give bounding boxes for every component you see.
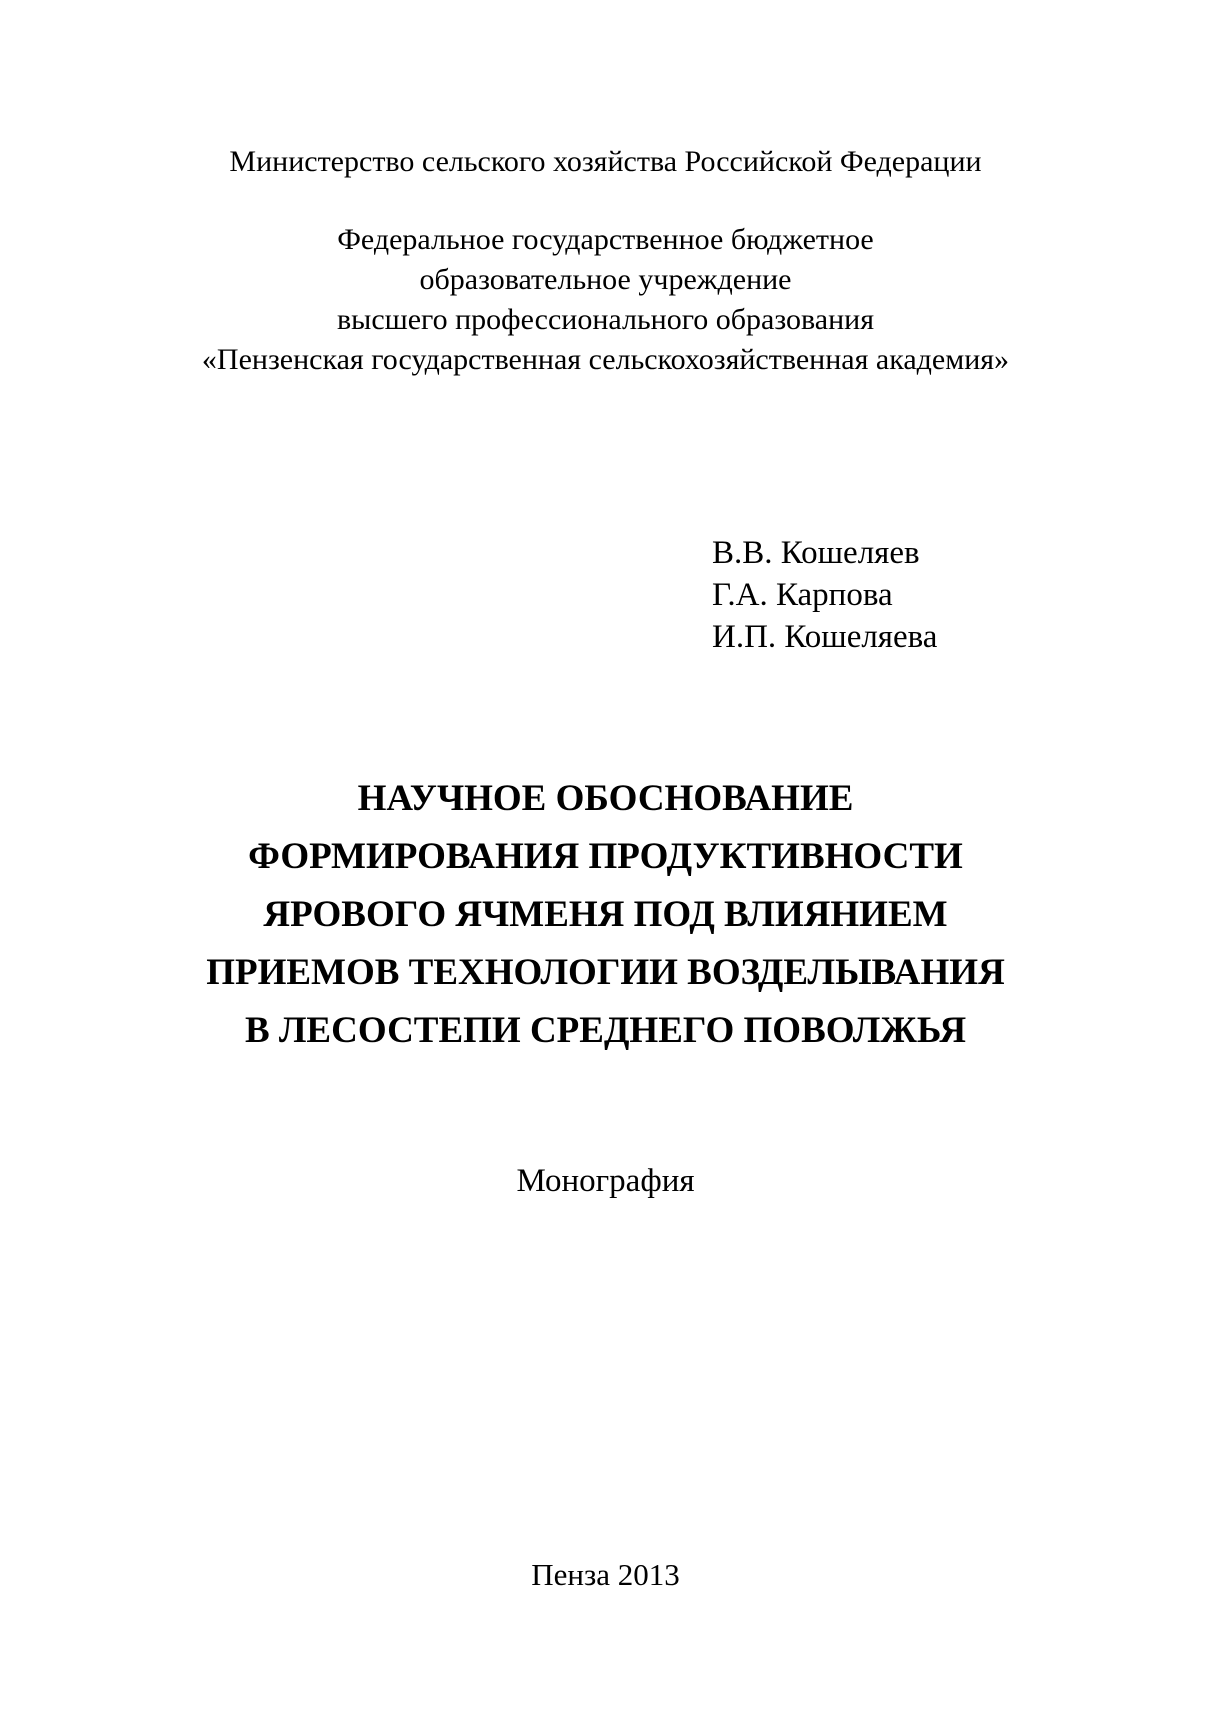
city-year: Пенза 2013 bbox=[531, 1557, 680, 1592]
institution-line: высшего профессионального образования bbox=[337, 303, 874, 336]
author-name: Г.А. Карпова bbox=[712, 577, 893, 613]
title-line: В ЛЕСОСТЕПИ СРЕДНЕГО ПОВОЛЖЬЯ bbox=[244, 1010, 967, 1051]
institution-name bbox=[0, 220, 1211, 380]
publication-type: Монография bbox=[516, 1163, 695, 1199]
institution-line: «Пензенская государственная сельскохозяйственная академия» bbox=[201, 343, 1010, 376]
title-line: ФОРМИРОВАНИЯ ПРОДУКТИВНОСТИ bbox=[248, 836, 963, 877]
author-name: И.П. Кошеляева bbox=[712, 619, 938, 655]
institution-line: Федеральное государственное бюджетное bbox=[337, 223, 874, 256]
institution-line: образовательное учреждение bbox=[419, 263, 792, 296]
ministry-name: Министерство сельского хозяйства Российской Федерации bbox=[229, 145, 982, 178]
authors-list bbox=[712, 532, 937, 658]
book-title bbox=[0, 770, 1211, 1060]
author-name: В.В. Кошеляев bbox=[712, 535, 920, 571]
title-line: НАУЧНОЕ ОБОСНОВАНИЕ bbox=[357, 778, 854, 819]
title-line: ЯРОВОГО ЯЧМЕНЯ ПОД ВЛИЯНИЕМ bbox=[263, 894, 948, 935]
title-line: ПРИЕМОВ ТЕХНОЛОГИИ ВОЗДЕЛЫВАНИЯ bbox=[206, 952, 1005, 993]
